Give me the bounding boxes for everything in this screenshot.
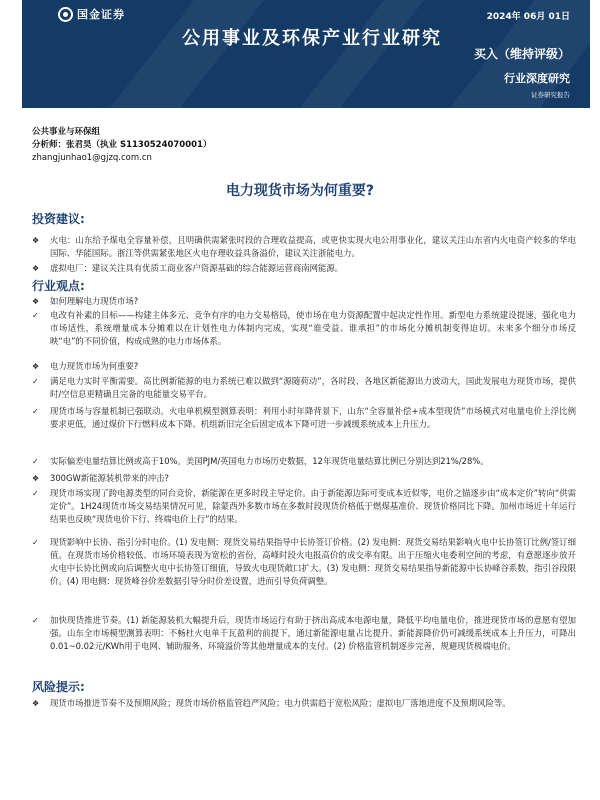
list-item [32,697,576,710]
analyst-email: zhangjunhao1@gjzq.com.cn [32,153,152,163]
check-icon: ✓ [32,457,39,466]
list-item-text: 电改有补素的目标——构建主体多元、竞争有序的电力交易格局，使市场在电力资源配置中起决定性作用。新型电力系统建设提速，强化电力市场适性，系统增量成本分摊难以在计划性电力体制内完成，实现“谁受益、谁承担”的市场化分摊机制变得迫切。未来多个细分市场反映“电”的不同价值，构成成熟的电力市场体系。 [50,310,576,346]
section-title-investment: 投资建议: [32,212,85,226]
analyst-group: 公共事业与环保组 [32,127,101,137]
list-item [32,405,576,431]
list-item-text: 虚拟电厂：建议关注具有优质工商业客户资源基础的综合能源运营商南网能源。 [50,263,344,273]
list-item-text: 现货市场实现了跨电源类型的同台竞价，新能源在更多时段主导定价。由于新能源边际可变成本近似零，电价之锚逐步由“成本定价”转向“供需定价”。1H24现货市场交易结果情况可见，除蒙西外多数市场在多数时段现货价格低于燃煤基准价、现货价格同比下降。加州市场近十年运行结果也反映“现货电价下行、终端电价上行”的结果。 [50,488,576,524]
logo-icon [58,7,73,22]
bullet-diamond-icon: ❖ [32,474,40,483]
list-item-text: 电力现货市场为何重要? [50,361,139,371]
bullet-diamond-icon: ❖ [32,699,40,708]
list-item-text: 现货市场与容量机制已强联动。火电单机模型测算表明：利用小时年降背景下，山东“全容量补偿+成本型现货”市场模式对电量电价上浮比例要求更低，通过煤价下行燃料成本下降、机组新旧完全后固定成本下降可进一步减缓系统成本上升压力。 [50,406,576,429]
list-item [32,614,576,653]
check-icon: ✓ [32,616,39,625]
list-item [32,375,576,401]
check-icon: ✓ [32,538,39,547]
list-item-text: 现货影响中长协、指引分时电价。(1) 发电侧：现货交易结果指导中长协签订价格。(2) 发电侧：现货交易结果影响火电中长协签订比例/签订细值。在现货市场价格较低、市场环境表现为宽松的省份，高峰时段火电报高价的成交率有限。出于压缩火电委利空间的考虑，有意愿逐步放开火电中长协比例或向后调整火电中长协签订细值，导致火电现货敞口扩大。(3) 发电侧：现货交易结果指导新能源中长协峰谷系数，指引谷段限价。(4) 用电侧：现货峰谷价差数据引导分时价差设置，进而引导负荷调整。 [50,537,576,586]
list-item [32,536,576,588]
report-date: 2024年 06月 01日 [486,12,570,22]
list-item-text: 现货市场推进节奏不及预期风险；现货市场价格监管趋严风险；电力供需趋于宽松风险；虚拟电厂落地进度不及预期风险等。 [50,698,511,708]
list-item [32,295,576,308]
header-banner [22,0,590,108]
report-type: 行业深度研究 [504,72,570,85]
bullet-diamond-icon: ❖ [32,362,40,371]
check-icon: ✓ [32,407,39,416]
report-subtitle: 证券研究报告 [531,91,570,99]
analyst-info [32,126,211,165]
page-title: 电力现货市场为何重要? [225,183,375,199]
list-item [32,455,576,468]
list-item [32,360,576,373]
list-item-text: 加快现货推进节奏。(1) 新能源装机大幅提升后，现货市场运行有助于挤出高成本电源电量，降低平均电量电价，推进现货市场的意愿有望加强。山东全市场模型测算表明：不畅杜火电单千瓦盈利的前提下，通过新能源电量占比提升、新能源降价仍可减缓系统成本上升压力，可降出0.01~0.02元/KWh用于电网、辅助服务、环境溢价等其他增量成本的支付。(2) 价格监管机制逐步完善，规避现货极端电价。 [50,615,576,651]
list-item-text: 300GW新能源装机带来的冲击? [50,473,169,483]
check-icon: ✓ [32,377,39,386]
bullet-diamond-icon: ❖ [32,236,40,245]
bullet-diamond-icon: ❖ [32,264,40,273]
rating-label: 买入（维持评级） [473,47,570,61]
list-item [32,472,576,485]
list-item-text: 如何理解电力现货市场? [50,296,139,306]
brand-logo [58,6,125,22]
list-item-text: 实际偏差电量结算比例或高于10%。美国PJM/英国电力市场历史数据，12年现货电量结算比例已分别达到21%/28%。 [50,456,489,466]
check-icon: ✓ [32,489,39,498]
list-item-text: 火电：山东给予煤电全容量补偿，且明确供需紧张时段的合理收益提高，或更快实现火电公用事业化，建议关注山东省内火电资产较多的华电国际、华能国际。浙江等供需紧张地区火电存理收益具备溢价，建议关注浙能电力。 [50,235,576,258]
list-item [32,262,576,275]
bullet-diamond-icon: ❖ [32,297,40,306]
section-title-risk: 风险提示: [32,680,85,694]
list-item-text: 满足电力实时平衡需要。高比例新能源的电力系统已难以做到“源随荷动”，各时段、各地区新能源出力波动大，国此发展电力现货市场，提供时/空信息更精确且完备的电能量交易平台。 [50,376,576,399]
list-item [32,309,576,348]
check-icon: ✓ [32,311,39,320]
analyst-line: 分析师：张君昊（执业 S1130524070001） [32,140,212,150]
list-item [32,487,576,526]
report-title: 公用事业及环保产业行业研究 [182,28,442,49]
list-item [32,234,576,260]
logo-text: 国金证券 [77,8,125,21]
section-title-industry: 行业观点: [32,279,85,293]
